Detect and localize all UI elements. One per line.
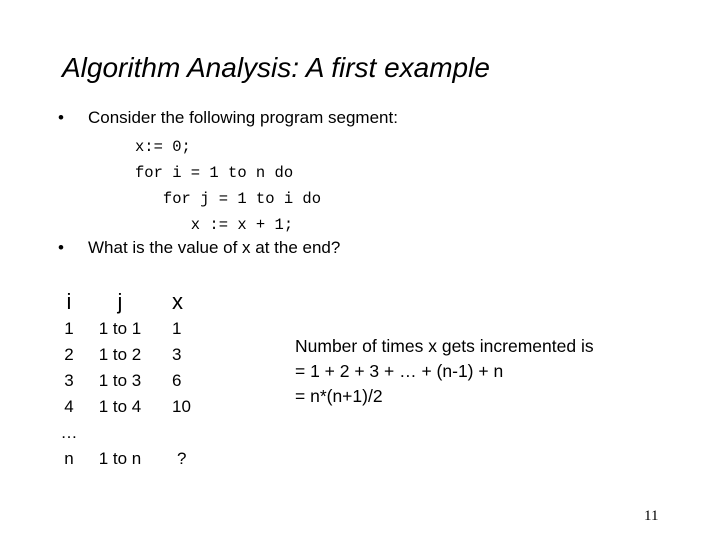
table-cell: 1 xyxy=(172,319,182,338)
table-header-i: i xyxy=(66,289,72,314)
bullet-item xyxy=(58,108,398,128)
code-line: x:= 0; xyxy=(135,138,191,156)
table-cell: ? xyxy=(177,449,187,468)
note-line: = n*(n+1)/2 xyxy=(295,386,383,406)
note-line: = 1 + 2 + 3 + … + (n-1) + n xyxy=(295,361,504,381)
code-line: for i = 1 to n do xyxy=(135,164,294,182)
code-line: for j = 1 to i do xyxy=(135,190,322,208)
table-column-j xyxy=(90,288,150,472)
bullet-item xyxy=(58,238,340,258)
table-cell xyxy=(90,420,150,446)
table-cell: 1 xyxy=(64,319,74,338)
table-cell: 6 xyxy=(172,371,182,390)
table-cell: 10 xyxy=(172,397,191,416)
bullet-text: Consider the following program segment: xyxy=(88,108,398,127)
table-cell: … xyxy=(60,423,78,442)
increment-count-note xyxy=(295,334,594,409)
table-cell xyxy=(172,420,202,446)
bullet-text: What is the value of x at the end? xyxy=(88,238,341,257)
page-number: 11 xyxy=(644,508,659,524)
code-line: x := x + 1; xyxy=(135,216,294,234)
table-cell: 4 xyxy=(64,397,74,416)
slide-title: Algorithm Analysis: A first example xyxy=(62,52,490,83)
table-cell: 2 xyxy=(64,345,74,364)
table-cell: 1 to 4 xyxy=(98,397,142,416)
table-cell: 1 to 3 xyxy=(98,371,142,390)
table-header-j: j xyxy=(117,289,123,314)
table-header-x: x xyxy=(172,289,183,314)
table-cell: 3 xyxy=(64,371,74,390)
code-block xyxy=(135,134,321,238)
table-column-i xyxy=(58,288,80,472)
table-cell: 1 to 2 xyxy=(98,345,142,364)
bullet-dot: • xyxy=(58,238,64,257)
table-cell: 3 xyxy=(172,345,182,364)
note-line: Number of times x gets incremented is xyxy=(295,336,594,356)
table-cell: 1 to n xyxy=(98,449,142,468)
table-cell: n xyxy=(64,449,74,468)
table-cell: 1 to 1 xyxy=(98,319,142,338)
bullet-dot: • xyxy=(58,108,64,127)
table-column-x xyxy=(172,288,202,472)
